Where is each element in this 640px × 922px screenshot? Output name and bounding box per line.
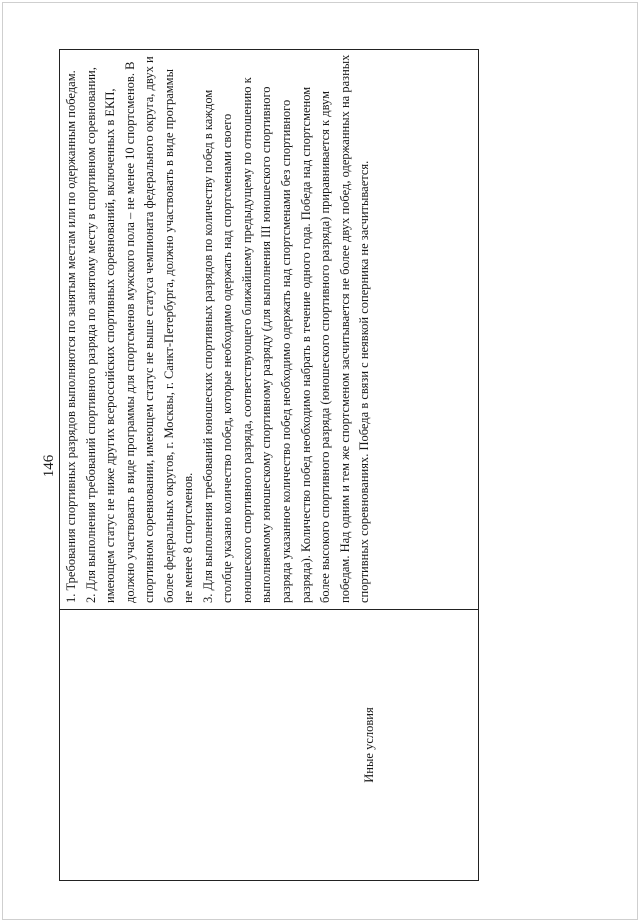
- condition-paragraph-3: 3. Для выполнения требований юношеских спортивных разрядов по количеству побед в каждом столбце указано количество побед, которые необходимо одержать над спортсменами своего юношеского спортивного разряда, соответствующего ближайшему предыдущему по отношению к выполняемому юношескому спортивному разряду (для выполнения III юношеского спортивного разряда указанное количество побед необходимо одержать над спортсменами без спортивного разряда). Количество побед необходимо набрать в течение одного года. Победа над спортсменом более высокого спортивного разряда (юношеского спортивного разряда) приравнивается к двум победам. Над одним и тем же спортсменом засчитывается не более двух побед, одержанных на разных спортивных соревнованиях. Победа в связи с неявкой соперника не засчитывается.: [200, 54, 372, 603]
- label-cell: [60, 610, 479, 881]
- conditions-text: [60, 50, 375, 609]
- rotated-page: [41, 51, 479, 881]
- table-row: [60, 50, 479, 881]
- condition-paragraph-1: 1. Требования спортивных разрядов выполняются по занятым местам или по одержанным победам.: [64, 70, 78, 603]
- requirements-table: [59, 49, 479, 881]
- condition-paragraph-2: 2. Для выполнения требований спортивного разряда по занятому месту в спортивном соревновании, имеющем статус не ниже других всероссийских спортивных соревнований, включенных в ЕКП, должно участвовать в виде программы для спортсменов мужского пола – не менее 10 спортсменов. В спортивном соревновании, имеющем статус не выше статуса чемпионата федерального округа, двух и более федеральных округов, г. Москвы, г. Санкт-Петербурга, должно участвовать в виде программы не менее 8 спортсменов.: [83, 56, 196, 603]
- page-number: 146: [41, 454, 57, 478]
- conditions-cell: [60, 50, 479, 610]
- other-conditions-label: Иные условия: [362, 707, 376, 783]
